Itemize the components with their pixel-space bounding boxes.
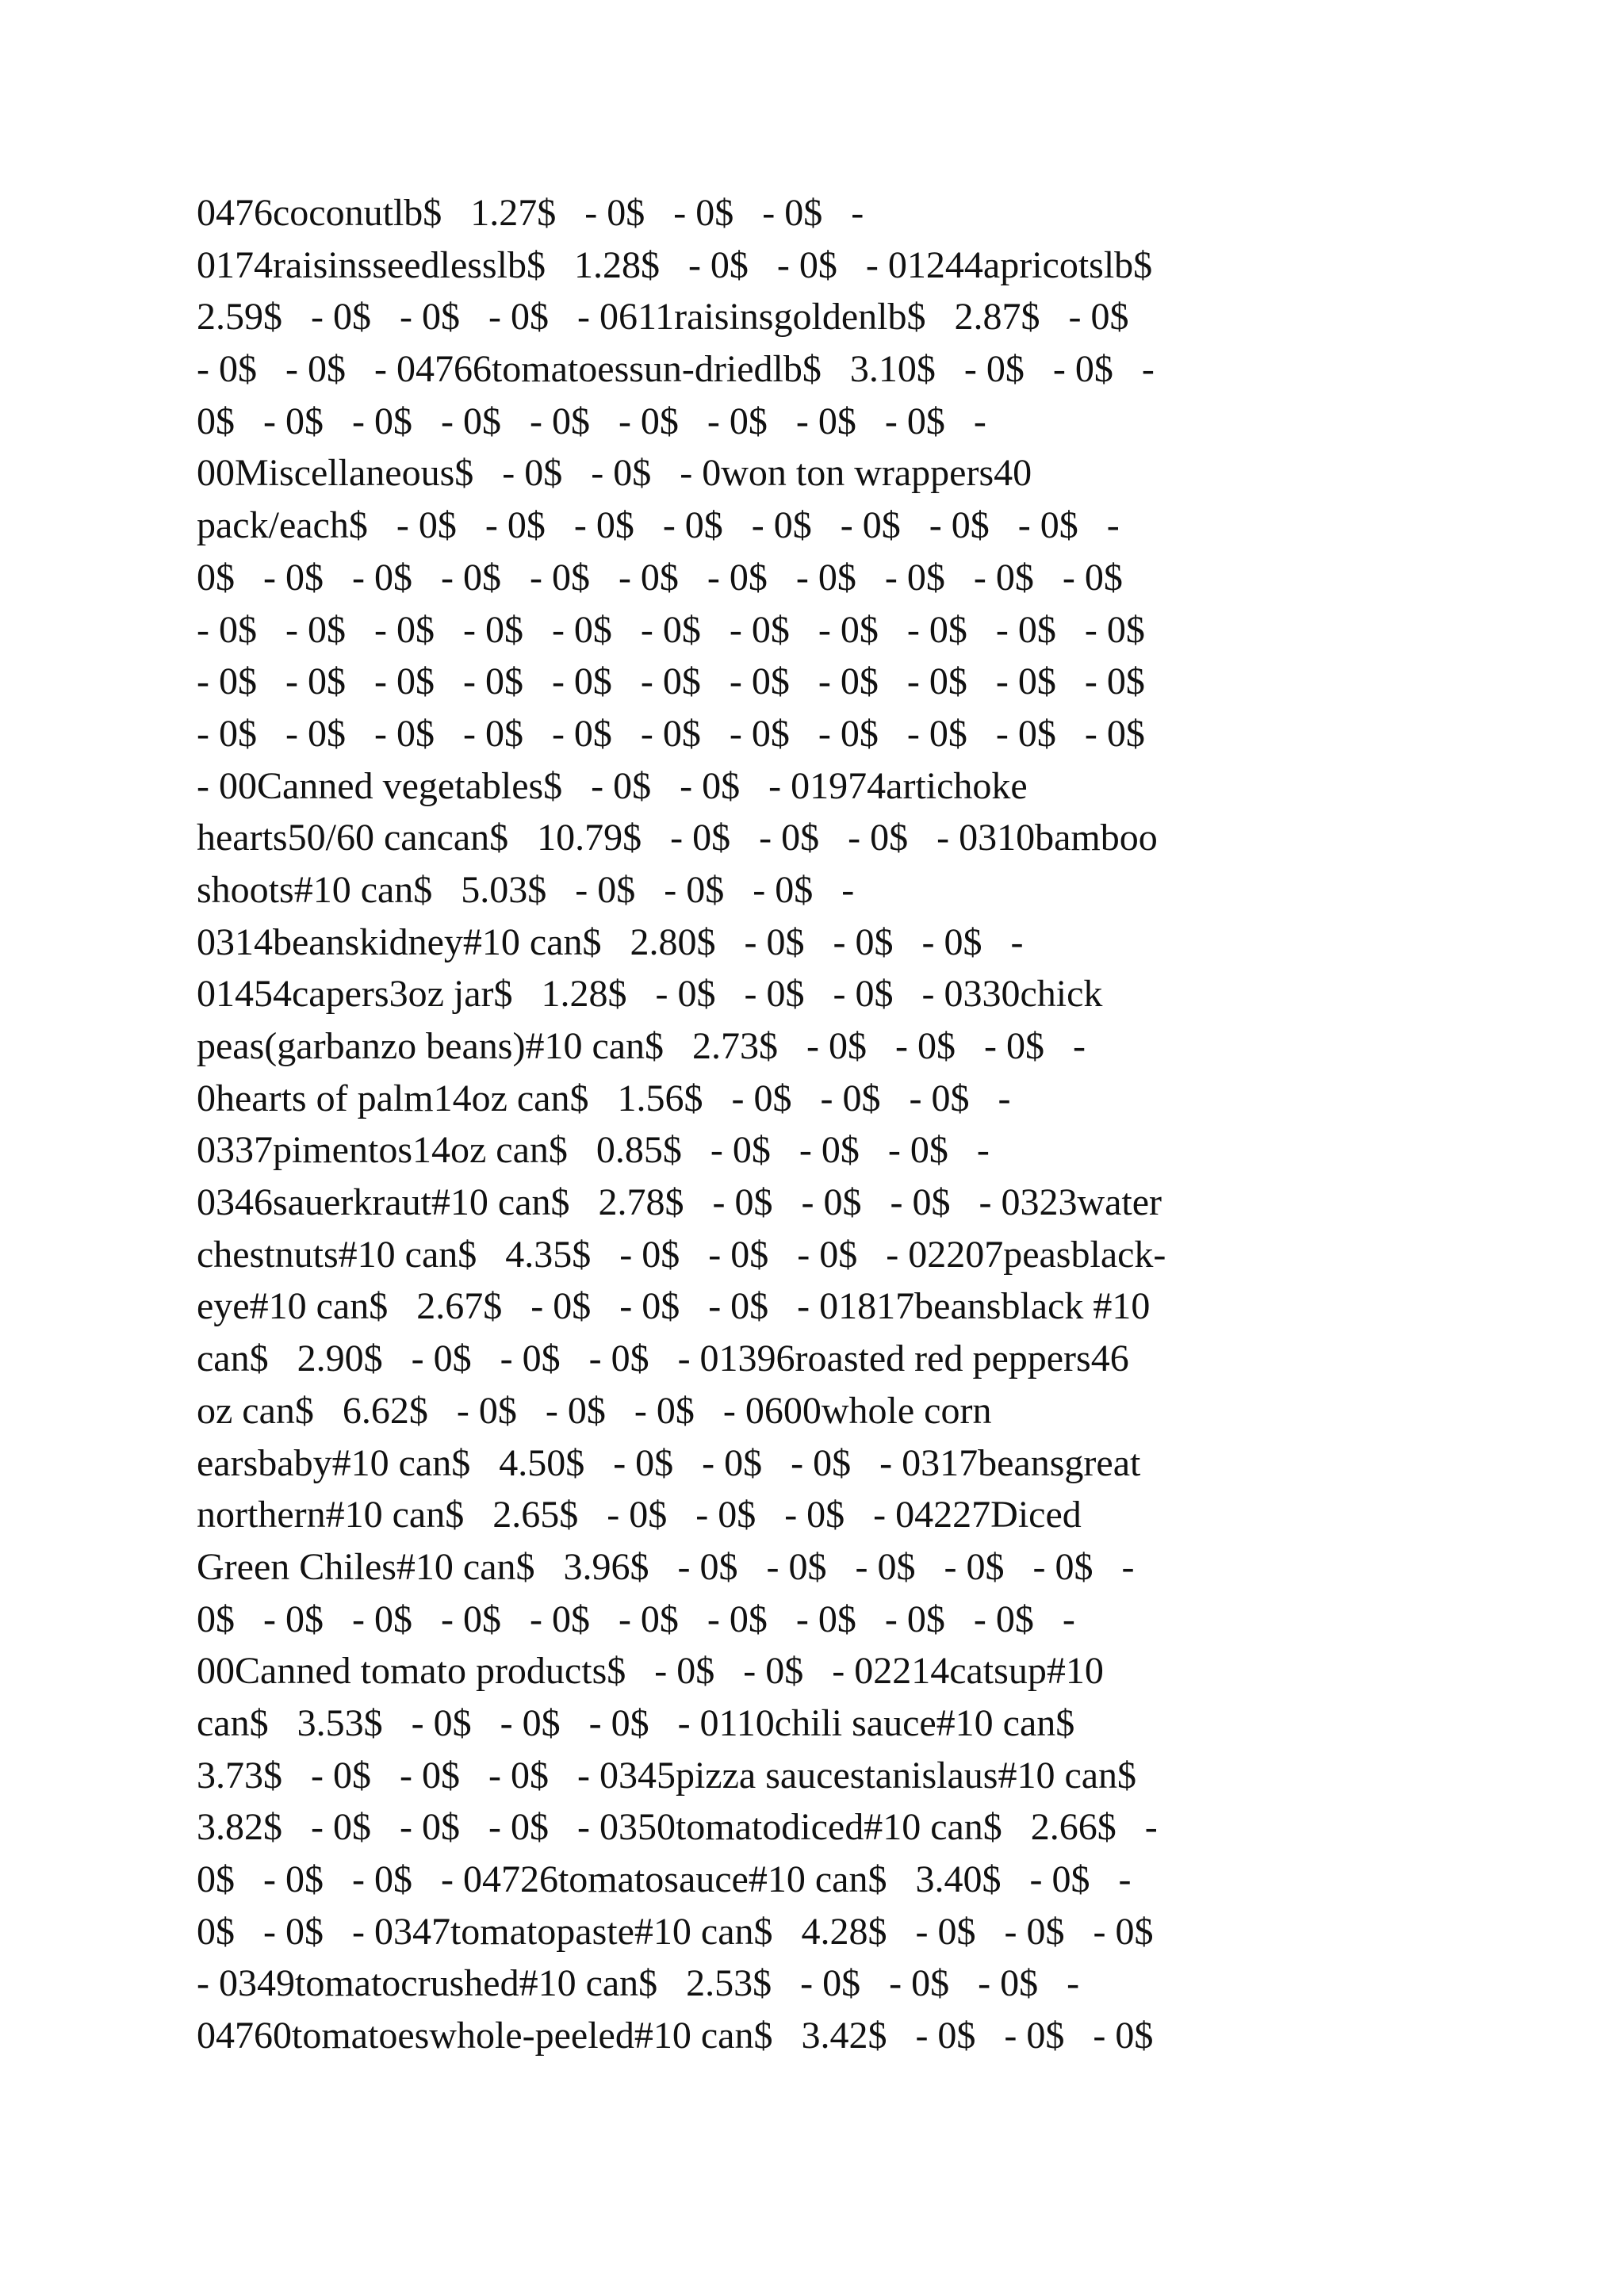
text-line: - 0$ - 0$ - 04766tomatoessun-driedlb$ 3.10$ - 0$ - 0$ - (197, 348, 1155, 391)
text-line: can$ 2.90$ - 0$ - 0$ - 0$ - 01396roasted red peppers46 (197, 1337, 1129, 1380)
text-line: 0346sauerkraut#10 can$ 2.78$ - 0$ - 0$ - 0$ - 0323water (197, 1181, 1162, 1224)
text-line: 04760tomatoeswhole-peeled#10 can$ 3.42$ - 0$ - 0$ - 0$ (197, 2015, 1154, 2057)
text-line: Green Chiles#10 can$ 3.96$ - 0$ - 0$ - 0$ - 0$ - 0$ - (197, 1545, 1135, 1588)
text-line: 0314beanskidney#10 can$ 2.80$ - 0$ - 0$ - 0$ - (197, 920, 1024, 963)
text-line: 3.82$ - 0$ - 0$ - 0$ - 0350tomatodiced#10 can$ 2.66$ - (197, 1806, 1158, 1849)
text-line: 0hearts of palm14oz can$ 1.56$ - 0$ - 0$ - 0$ - (197, 1077, 1011, 1119)
text-line: can$ 3.53$ - 0$ - 0$ - 0$ - 0110chili sauce#10 can$ (197, 1701, 1075, 1744)
text-line: 0$ - 0$ - 0$ - 0$ - 0$ - 0$ - 0$ - 0$ - 0$ - 0$ - (197, 1598, 1075, 1640)
text-line: 00Miscellaneous$ - 0$ - 0$ - 0won ton wrappers40 (197, 452, 1032, 495)
text-line: eye#10 can$ 2.67$ - 0$ - 0$ - 0$ - 01817beansblack #10 (197, 1285, 1151, 1328)
text-line: 01454capers3oz jar$ 1.28$ - 0$ - 0$ - 0$ - 0330chick (197, 973, 1103, 1016)
text-line: 0$ - 0$ - 0$ - 0$ - 0$ - 0$ - 0$ - 0$ - 0$ - (197, 400, 986, 442)
text-line: 0$ - 0$ - 0$ - 04726tomatosauce#10 can$ 3.40$ - 0$ - (197, 1858, 1132, 1900)
text-line: - 0$ - 0$ - 0$ - 0$ - 0$ - 0$ - 0$ - 0$ - 0$ - 0$ - 0$ (197, 608, 1145, 651)
text-line: - 0349tomatocrushed#10 can$ 2.53$ - 0$ - 0$ - 0$ - (197, 1962, 1080, 2005)
text-line: hearts50/60 cancan$ 10.79$ - 0$ - 0$ - 0$ - 0310bamboo (197, 817, 1158, 859)
text-line: peas(garbanzo beans)#10 can$ 2.73$ - 0$ - 0$ - 0$ - (197, 1025, 1086, 1067)
text-line: 3.73$ - 0$ - 0$ - 0$ - 0345pizza saucestanislaus#10 can$ (197, 1754, 1137, 1797)
text-line: 0174raisinsseedlesslb$ 1.28$ - 0$ - 0$ - 01244apricotslb$ (197, 243, 1153, 286)
text-line: chestnuts#10 can$ 4.35$ - 0$ - 0$ - 0$ - 02207peasblack- (197, 1233, 1166, 1276)
text-line: earsbaby#10 can$ 4.50$ - 0$ - 0$ - 0$ - 0317beansgreat (197, 1441, 1141, 1484)
text-line: 0476coconutlb$ 1.27$ - 0$ - 0$ - 0$ - (197, 192, 864, 234)
text-line: 0$ - 0$ - 0$ - 0$ - 0$ - 0$ - 0$ - 0$ - 0$ - 0$ - 0$ (197, 556, 1123, 599)
text-line: pack/each$ - 0$ - 0$ - 0$ - 0$ - 0$ - 0$ - 0$ - 0$ - (197, 504, 1120, 547)
text-line: 00Canned tomato products$ - 0$ - 0$ - 02214catsup#10 (197, 1650, 1104, 1693)
document-text-block (197, 187, 1481, 2062)
text-line: - 0$ - 0$ - 0$ - 0$ - 0$ - 0$ - 0$ - 0$ - 0$ - 0$ - 0$ (197, 712, 1145, 755)
text-line: 2.59$ - 0$ - 0$ - 0$ - 0611raisinsgoldenlb$ 2.87$ - 0$ (197, 296, 1129, 339)
text-line: - 00Canned vegetables$ - 0$ - 0$ - 01974artichoke (197, 764, 1028, 807)
text-line: northern#10 can$ 2.65$ - 0$ - 0$ - 0$ - 04227Diced (197, 1494, 1082, 1536)
text-line: oz can$ 6.62$ - 0$ - 0$ - 0$ - 0600whole corn (197, 1389, 992, 1432)
text-line: 0337pimentos14oz can$ 0.85$ - 0$ - 0$ - 0$ - (197, 1129, 990, 1172)
text-line: shoots#10 can$ 5.03$ - 0$ - 0$ - 0$ - (197, 868, 855, 911)
text-line: 0$ - 0$ - 0347tomatopaste#10 can$ 4.28$ - 0$ - 0$ - 0$ (197, 1910, 1154, 1953)
text-line: - 0$ - 0$ - 0$ - 0$ - 0$ - 0$ - 0$ - 0$ - 0$ - 0$ - 0$ (197, 660, 1145, 703)
